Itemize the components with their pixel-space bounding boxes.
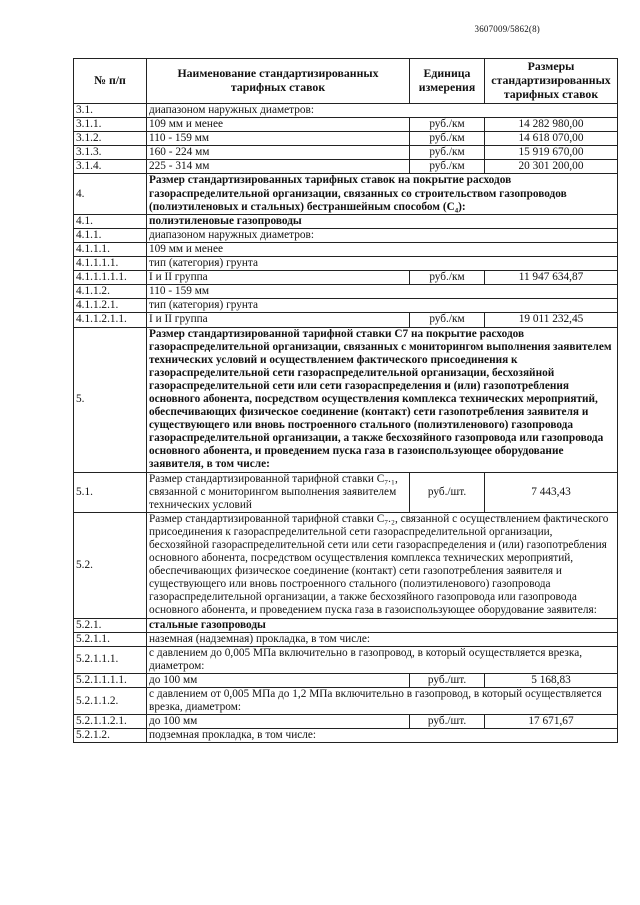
- table-row: [74, 104, 618, 118]
- table-row: [74, 118, 618, 132]
- row-name: 109 мм и менее: [147, 118, 410, 132]
- row-name: 225 - 314 мм: [147, 160, 410, 174]
- table-row: [74, 673, 618, 687]
- row-number: 5.2.1.2.: [74, 729, 147, 743]
- row-name: полиэтиленовые газопроводы: [147, 214, 618, 228]
- row-name: до 100 мм: [147, 673, 410, 687]
- row-number: 3.1.3.: [74, 146, 147, 160]
- row-name: с давлением от 0,005 МПа до 1,2 МПа включительно в газопровод, в который осуществляется врезка, диаметром:: [147, 688, 618, 715]
- table-row: [74, 257, 618, 271]
- row-number: 4.1.1.1.: [74, 242, 147, 256]
- table-row: [74, 228, 618, 242]
- row-number: 3.1.1.: [74, 118, 147, 132]
- row-unit: руб./км: [410, 271, 485, 285]
- table-row: [74, 512, 618, 618]
- row-value: 14 618 070,00: [485, 132, 618, 146]
- row-name: с давлением до 0,005 МПа включительно в газопровод, в который осуществляется врезка, диаметром:: [147, 646, 618, 673]
- row-number: 5.2.1.1.1.: [74, 646, 147, 673]
- row-number: 3.1.2.: [74, 132, 147, 146]
- row-number: 5.2.1.: [74, 618, 147, 632]
- table-row: [74, 646, 618, 673]
- row-name: 110 - 159 мм: [147, 285, 618, 299]
- row-unit: руб./км: [410, 118, 485, 132]
- table-row: [74, 715, 618, 729]
- row-name: Размер стандартизированной тарифной ставки C₇.₂, связанной с осуществлением фактического присоединения к газораспределительной сети газораспределительной организации, бесхозяйной газораспределительной сети или сети газораспределения и (или) газопотребления основного абонента, посредством осуществления комплекса технических мероприятий, обеспечивающих физическое соединение (контакт) сети газопотребления заявителя и существующего или вновь построенного стального (полиэтиленового) газопровода газораспределительной организации, а также бесхозяйного газопровода или газопровода основного абонента, и проведением пуска газа в газоиспользующее оборудование заявителя:: [147, 512, 618, 618]
- row-value: 20 301 200,00: [485, 160, 618, 174]
- row-number: 4.: [74, 174, 147, 214]
- row-unit: руб./км: [410, 160, 485, 174]
- table-row: [74, 242, 618, 256]
- row-name: тип (категория) грунта: [147, 299, 618, 313]
- row-number: 5.2.1.1.2.: [74, 688, 147, 715]
- row-number: 4.1.1.1.1.: [74, 257, 147, 271]
- row-number: 3.1.4.: [74, 160, 147, 174]
- row-number: 4.1.1.2.1.: [74, 299, 147, 313]
- row-number: 3.1.: [74, 104, 147, 118]
- row-value: 19 011 232,45: [485, 313, 618, 327]
- table-row: [74, 632, 618, 646]
- table-row: [74, 146, 618, 160]
- row-name: 160 - 224 мм: [147, 146, 410, 160]
- header-value: Размеры стандартизированных тарифных ставок: [485, 59, 618, 104]
- row-name: наземная (надземная) прокладка, в том числе:: [147, 632, 618, 646]
- row-number: 5.2.: [74, 512, 147, 618]
- row-name: Размер стандартизированной тарифной ставки C₇.₁, связанной с мониторингом выполнения заявителем технических условий: [147, 472, 410, 512]
- table-row: [74, 271, 618, 285]
- table-row: [74, 299, 618, 313]
- row-number: 4.1.1.: [74, 228, 147, 242]
- row-value: 15 919 670,00: [485, 146, 618, 160]
- row-number: 4.1.1.2.1.1.: [74, 313, 147, 327]
- row-name: 109 мм и менее: [147, 242, 618, 256]
- table-row: [74, 729, 618, 743]
- table-row: [74, 618, 618, 632]
- row-name: 110 - 159 мм: [147, 132, 410, 146]
- table-row: [74, 688, 618, 715]
- row-name: I и II группа: [147, 313, 410, 327]
- table-row: [74, 214, 618, 228]
- row-number: 5.1.: [74, 472, 147, 512]
- row-name: до 100 мм: [147, 715, 410, 729]
- row-unit: руб./км: [410, 313, 485, 327]
- row-value: 11 947 634,87: [485, 271, 618, 285]
- row-name: подземная прокладка, в том числе:: [147, 729, 618, 743]
- table-row: [74, 132, 618, 146]
- row-unit: руб./шт.: [410, 472, 485, 512]
- document-number: 3607009/5862(8): [474, 24, 540, 34]
- row-name: стальные газопроводы: [147, 618, 618, 632]
- row-number: 4.1.: [74, 214, 147, 228]
- row-number: 5.2.1.1.1.1.: [74, 673, 147, 687]
- row-value: 7 443,43: [485, 472, 618, 512]
- row-name: диапазоном наружных диаметров:: [147, 104, 618, 118]
- row-value: 5 168,83: [485, 673, 618, 687]
- row-name: тип (категория) грунта: [147, 257, 618, 271]
- row-value: 14 282 980,00: [485, 118, 618, 132]
- row-unit: руб./км: [410, 132, 485, 146]
- table-row: [74, 313, 618, 327]
- row-number: 4.1.1.2.: [74, 285, 147, 299]
- table-row: [74, 285, 618, 299]
- table-row: [74, 174, 618, 214]
- table-row: [74, 472, 618, 512]
- row-unit: руб./шт.: [410, 673, 485, 687]
- header-name: Наименование стандартизированных тарифных ставок: [147, 59, 410, 104]
- row-value: 17 671,67: [485, 715, 618, 729]
- row-name: I и II группа: [147, 271, 410, 285]
- tariff-table: [73, 58, 618, 743]
- row-name: Размер стандартизированной тарифной ставки С7 на покрытие расходов газораспределительной организации, связанных с мониторингом выполнения заявителем технических условий и осуществлением фактического присоединения к газораспределительной сети газораспределительной организации, бесхозяйной газораспределительной сети или сети газораспределения и (или) газопотребления основного абонента, посредством осуществления комплекса технических мероприятий, обеспечивающих физическое соединение (контакт) сети газопотребления заявителя и существующего или вновь построенного стального (полиэтиленового) газопровода газораспределительной организации, а также бесхозяйного газопровода или газопровода основного абонента, и проведением пуска газа в газоиспользующее оборудование заявителя, в том числе:: [147, 327, 618, 472]
- row-number: 5.: [74, 327, 147, 472]
- row-number: 5.2.1.1.: [74, 632, 147, 646]
- header-unit: Единица измерения: [410, 59, 485, 104]
- row-number: 5.2.1.1.2.1.: [74, 715, 147, 729]
- header-num: № п/п: [74, 59, 147, 104]
- table-row: [74, 160, 618, 174]
- row-unit: руб./км: [410, 146, 485, 160]
- table-row: [74, 327, 618, 472]
- row-name: Размер стандартизированных тарифных ставок на покрытие расходов газораспределительной организации, связанных со строительством газопроводов (полиэтиленовых и стальных) бестраншейным способом (C₄):: [147, 174, 618, 214]
- row-name: диапазоном наружных диаметров:: [147, 228, 618, 242]
- row-unit: руб./шт.: [410, 715, 485, 729]
- table-header-row: [74, 59, 618, 104]
- row-number: 4.1.1.1.1.1.: [74, 271, 147, 285]
